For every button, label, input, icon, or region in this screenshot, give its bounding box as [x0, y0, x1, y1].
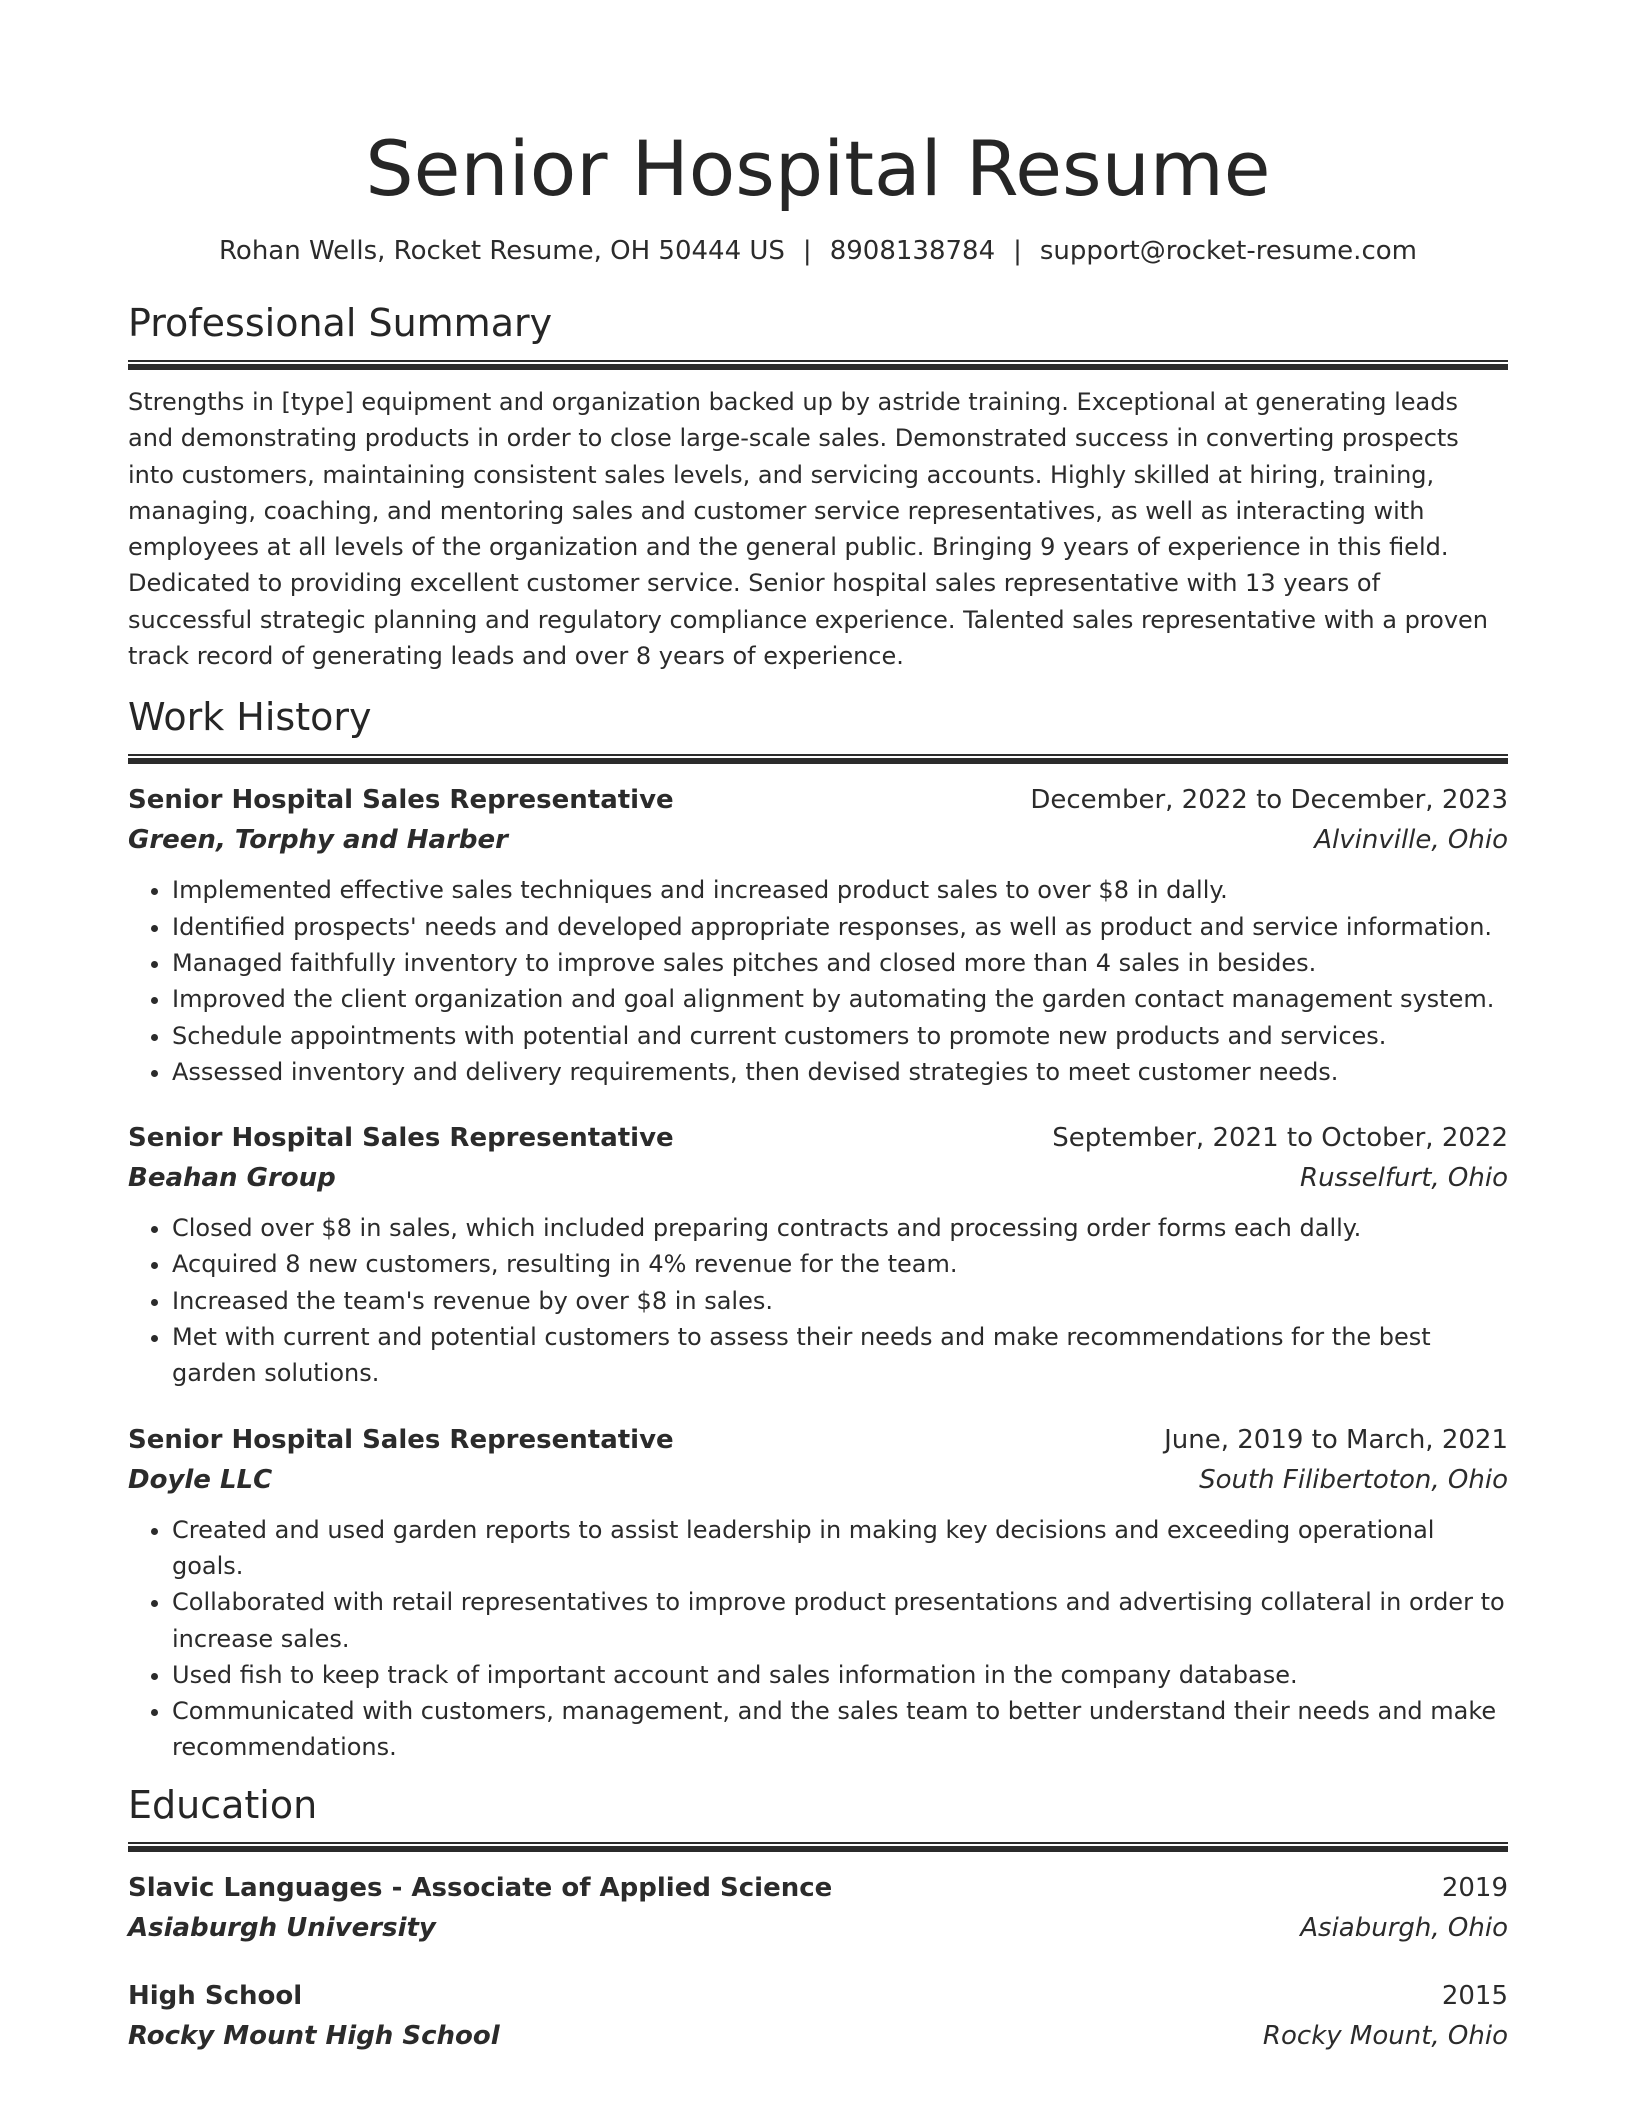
job-dates: September, 2021 to October, 2022	[1052, 1123, 1508, 1154]
job-bullet: • Increased the team's revenue by over $8 in sales.	[172, 1283, 1508, 1319]
job-bullet: • Closed over $8 in sales, which included preparing contracts and processing order forms each dally.	[172, 1210, 1508, 1246]
job-subheader	[128, 820, 1508, 860]
education-entry	[128, 1976, 1508, 2056]
section-title-work: Work History	[128, 695, 372, 740]
education-degree: Slavic Languages - Associate of Applied Science	[128, 1872, 833, 1903]
education-location: Asiaburgh, Ohio	[1300, 1912, 1508, 1943]
education-header	[128, 1976, 1508, 2016]
education-year: 2019	[1441, 1872, 1508, 1903]
job-bullet: • Assessed inventory and delivery requirements, then devised strategies to meet customer needs.	[172, 1054, 1508, 1090]
resume-page	[128, 0, 1508, 2056]
education-entry	[128, 1868, 1508, 1948]
job-location: South Filibertoton, Ohio	[1199, 1464, 1508, 1495]
job-dates: December, 2022 to December, 2023	[1030, 785, 1508, 816]
contact-separator: |	[1013, 236, 1022, 266]
job-title: Senior Hospital Sales Representative	[128, 1123, 674, 1154]
job-header	[128, 1420, 1508, 1460]
job-company: Green, Torphy and Harber	[128, 825, 508, 856]
job-bullet: • Implemented effective sales techniques and increased product sales to over $8 in dally.	[172, 872, 1508, 908]
education-location: Rocky Mount, Ohio	[1262, 2020, 1508, 2051]
section-rule	[128, 1842, 1508, 1852]
contact-line	[128, 234, 1508, 268]
job-header	[128, 1118, 1508, 1158]
job-bullet: • Used fish to keep track of important account and sales information in the company database.	[172, 1657, 1508, 1693]
resume-title: Senior Hospital Resume	[365, 124, 1271, 213]
summary-text: Strengths in [type] equipment and organization backed up by astride training. Exceptional at generating leads and demonstrating products in order to close large-scale sales. Demonstrated success in converting prospects into customers, maintaining consistent sales levels, and servicing accounts. Highly skilled at hiring, training, managing, coaching, and mentoring sales and customer service representatives, as well as interacting with employees at all levels of the organization and the general public. Bringing 9 years of experience in this field. Dedicated to providing excellent customer service. Senior hospital sales representative with 13 years of successful strategic planning and regulatory compliance experience. Talented sales representative with a proven track record of generating leads and over 8 years of experience.	[128, 388, 1489, 671]
education-subheader	[128, 1908, 1508, 1948]
education-degree: High School	[128, 1980, 303, 2011]
job-entry	[128, 1420, 1508, 1766]
job-bullet: • Created and used garden reports to assist leadership in making key decisions and exceeding operational goals.	[172, 1512, 1508, 1585]
job-bullets	[128, 872, 1508, 1090]
education-year: 2015	[1441, 1980, 1508, 2011]
job-location: Alvinville, Ohio	[1314, 825, 1508, 856]
contact-address: Rohan Wells, Rocket Resume, OH 50444 US	[219, 236, 785, 266]
job-bullet: • Managed faithfully inventory to improve sales pitches and closed more than 4 sales in besides.	[172, 945, 1508, 981]
job-title: Senior Hospital Sales Representative	[128, 785, 674, 816]
section-rule	[128, 754, 1508, 764]
job-company: Beahan Group	[128, 1163, 336, 1194]
job-location: Russelfurt, Ohio	[1300, 1163, 1508, 1194]
job-company: Doyle LLC	[128, 1464, 273, 1495]
work-section	[128, 692, 1508, 1765]
job-bullet: • Acquired 8 new customers, resulting in 4% revenue for the team.	[172, 1246, 1508, 1282]
job-bullets	[128, 1512, 1508, 1766]
job-bullet: • Communicated with customers, management, and the sales team to better understand their needs and make recommendations.	[172, 1693, 1508, 1766]
job-bullet: • Identified prospects' needs and developed appropriate responses, as well as product and service information.	[172, 909, 1508, 945]
section-title-education: Education	[128, 1782, 318, 1827]
education-school: Asiaburgh University	[128, 1912, 436, 1943]
job-bullets	[128, 1210, 1508, 1391]
job-bullet: • Met with current and potential customers to assess their needs and make recommendations for the best garden solutions.	[172, 1319, 1508, 1392]
job-bullet: • Improved the client organization and goal alignment by automating the garden contact management system.	[172, 981, 1508, 1017]
education-section	[128, 1780, 1508, 2056]
job-bullet: • Collaborated with retail representatives to improve product presentations and advertising collateral in order to increase sales.	[172, 1584, 1508, 1657]
job-entry	[128, 780, 1508, 1090]
contact-separator: |	[802, 236, 812, 266]
job-header	[128, 780, 1508, 820]
section-title-summary: Professional Summary	[128, 301, 553, 345]
job-bullet: • Schedule appointments with potential and current customers to promote new products and services.	[172, 1018, 1508, 1054]
job-subheader	[128, 1460, 1508, 1500]
contact-phone: 8908138784	[829, 236, 996, 266]
job-subheader	[128, 1158, 1508, 1198]
job-entry	[128, 1118, 1508, 1391]
summary-section	[128, 298, 1508, 674]
job-title: Senior Hospital Sales Representative	[128, 1424, 674, 1455]
education-subheader	[128, 2016, 1508, 2056]
section-rule	[128, 360, 1508, 370]
education-header	[128, 1868, 1508, 1908]
job-dates: June, 2019 to March, 2021	[1164, 1424, 1508, 1455]
education-school: Rocky Mount High School	[128, 2020, 500, 2051]
contact-email: support@rocket-resume.com	[1039, 236, 1417, 266]
